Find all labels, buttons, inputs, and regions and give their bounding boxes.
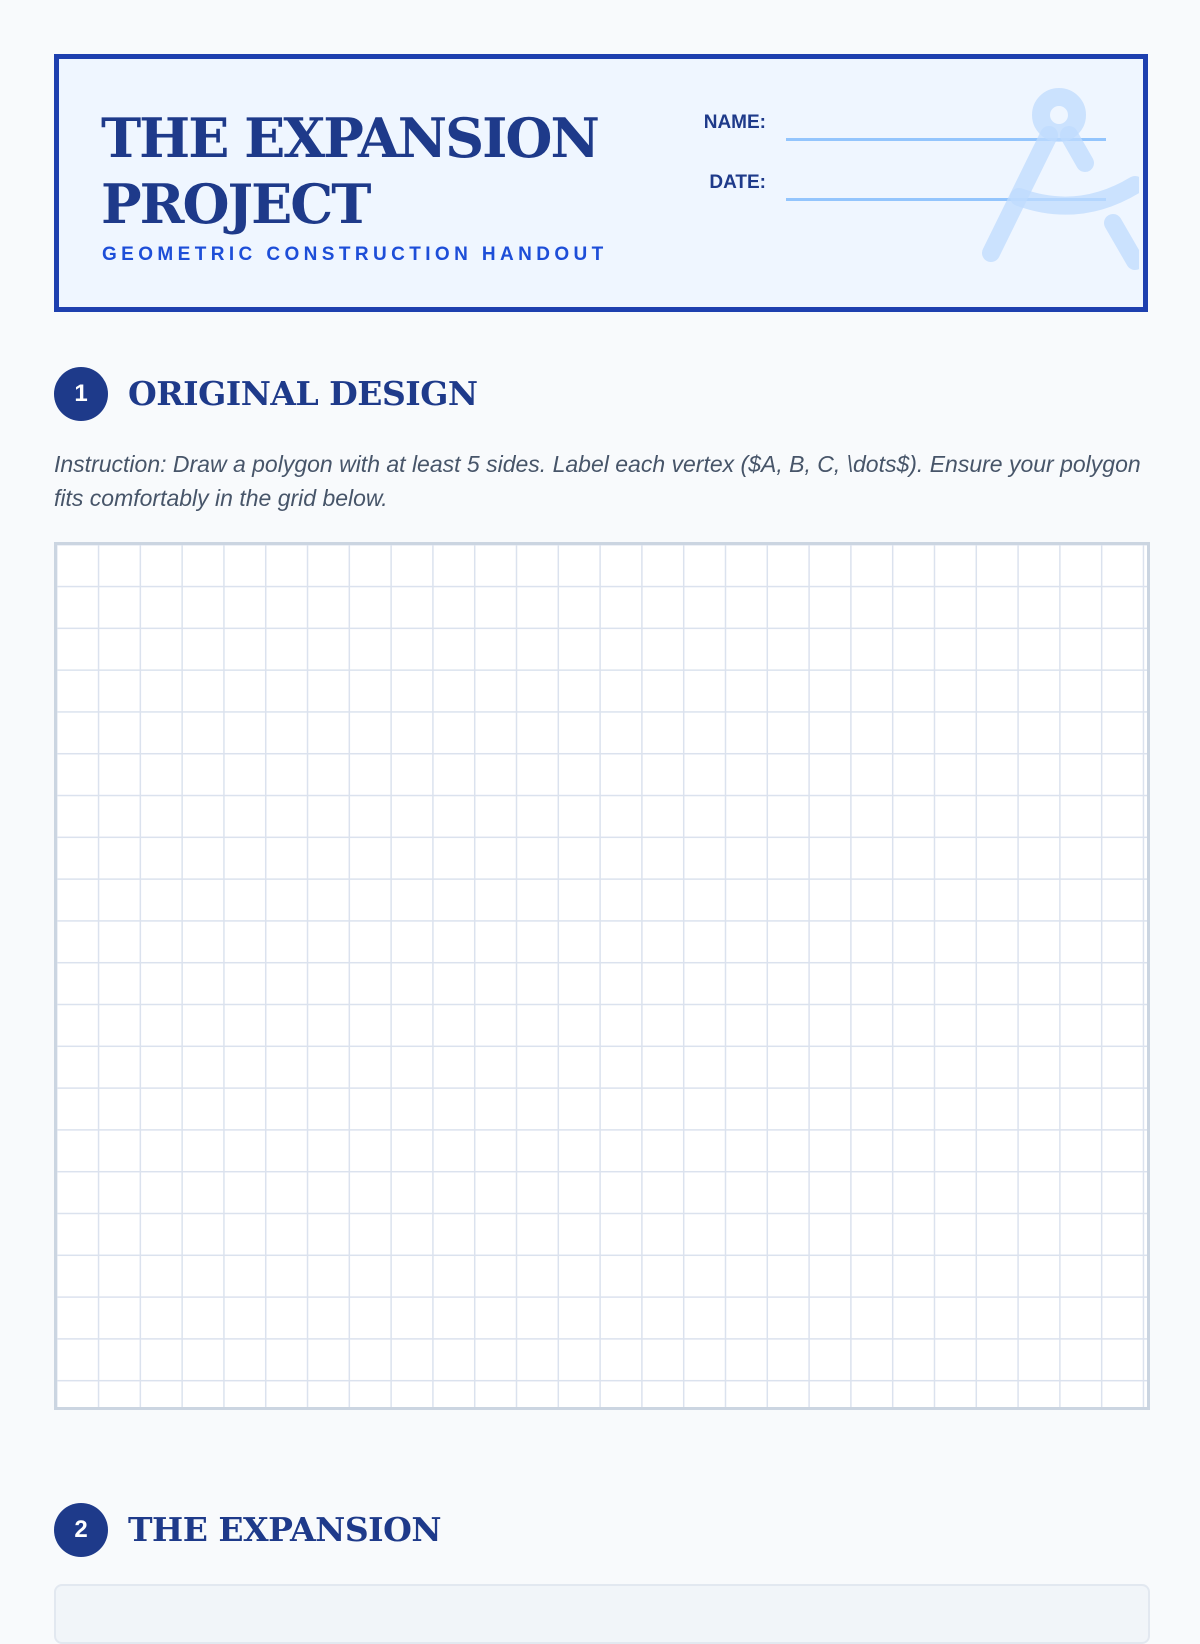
header-card [54, 54, 1148, 312]
page-subtitle: GEOMETRIC CONSTRUCTION HANDOUT [102, 244, 608, 265]
expansion-card [54, 1584, 1150, 1644]
name-label: NAME: [703, 112, 766, 133]
drafting-compass-icon [939, 75, 1139, 295]
section-title: ORIGINAL DESIGN [128, 374, 478, 413]
page-title: THE EXPANSION PROJECT [101, 106, 598, 236]
section-number-badge: 1 [54, 367, 108, 421]
section-title: THE EXPANSION [128, 1510, 441, 1549]
section-number-badge: 2 [54, 1503, 108, 1557]
instruction-text: Instruction: Draw a polygon with at least 5 sides. Label each vertex ($A, B, C, \dots$). Ensure your polygon fits comfortably in the grid below. [54, 451, 1141, 511]
drawing-grid[interactable] [54, 542, 1150, 1410]
date-label: DATE: [709, 172, 766, 193]
